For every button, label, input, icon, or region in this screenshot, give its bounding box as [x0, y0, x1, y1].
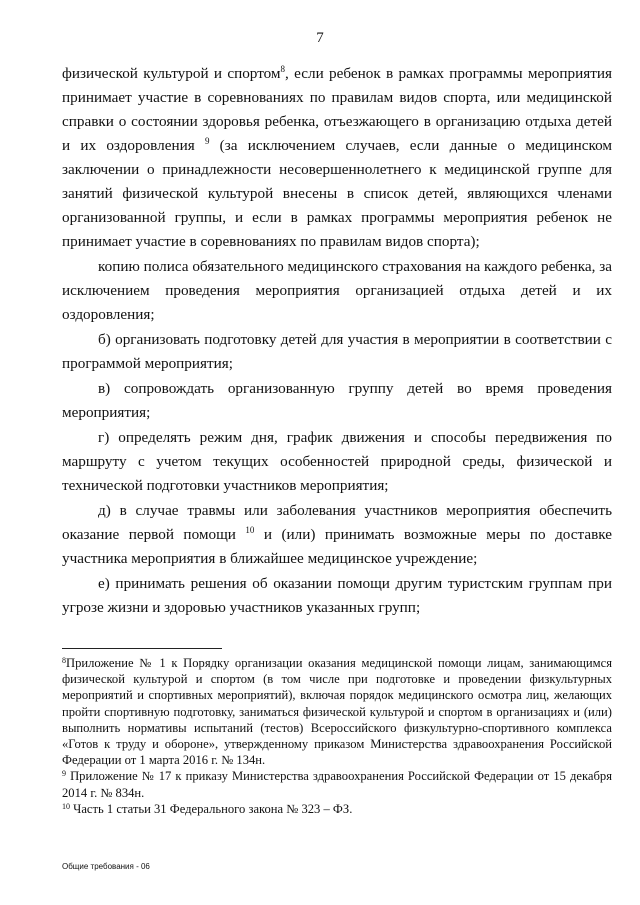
text-run: в) сопровождать организованную группу детей во время проведения мероприятия;	[62, 380, 612, 421]
paragraph-2	[62, 255, 612, 327]
footnote-marker: 8	[62, 656, 66, 665]
footnote-text: Приложение № 17 к приказу Министерства здравоохранения Российской Федерации от 15 декабря 2014 г. № 834н.	[62, 769, 612, 800]
text-run: б) организовать подготовку детей для участия в мероприятии в соответствии с программой мероприятия;	[62, 331, 612, 372]
paragraph-7	[62, 572, 612, 620]
footnote-text: Приложение № 1 к Порядку организации оказания медицинской помощи лицам, занимающимся физической культурой и спортом (в том числе при подготовке и проведении физкультурных мероприятий и спортивных мероприятий), включая порядок медицинского осмотра лиц, желающих пройти спортивную подготовку, заниматься физической культурой и спортом в организациях и (или) выполнить нормативы испытаний (тестов) Всероссийского физкультурно-спортивного комплекса «Готов к труду и обороне», утвержденному приказом Министерства здравоохранения Российской Федерации от 1 марта 2016 г. № 134н.	[62, 656, 612, 768]
text-run: д) в случае травмы или заболевания участников мероприятия обеспечить оказание первой помощи	[62, 502, 612, 543]
footnote-ref-10: 10	[245, 525, 255, 535]
footnote-ref-9: 9	[204, 136, 210, 146]
footnote-text: Часть 1 статьи 31 Федерального закона № 323 – ФЗ.	[70, 801, 353, 816]
footnote-10	[62, 801, 612, 817]
body-text	[62, 62, 612, 621]
paragraph-3	[62, 328, 612, 376]
page-footer: Общие требования - 06	[62, 862, 150, 871]
footnote-marker: 10	[62, 801, 70, 811]
footnote-marker: 9	[62, 769, 66, 779]
page-number: 7	[316, 30, 324, 46]
footnote-8	[62, 655, 612, 768]
paragraph-4	[62, 377, 612, 425]
footnote-separator	[62, 648, 222, 649]
text-run: и (или) принимать возможные меры по доставке участника мероприятия в ближайшее медицинское учреждение;	[62, 526, 612, 567]
paragraph-5	[62, 426, 612, 498]
text-run: , если ребенок в рамках программы мероприятия принимает участие в соревнованиях по правилам видов спорта, или медицинской справки о состоянии здоровья ребенка, отъезжающего в организацию отдыха детей и их оздоровления	[62, 65, 612, 154]
paragraph-1	[62, 62, 612, 254]
footnote-ref-8: 8	[280, 64, 286, 74]
text-run: (за исключением случаев, если данные о медицинском заключении о принадлежности несовершеннолетнего к медицинской группе для занятий физической культурой внесены в список детей, являющихся членами организованной группы, и если в рамках программы мероприятия ребенок не принимает участие в соревнованиях по правилам видов спорта);	[62, 137, 612, 250]
text-run: копию полиса обязательного медицинского страхования на каждого ребенка, за исключением проведения мероприятия организацией отдыха детей и их оздоровления;	[62, 258, 612, 323]
text-run: е) принимать решения об оказании помощи другим туристским группам при угрозе жизни и здоровью участников указанных групп;	[62, 575, 612, 616]
text-run: физической культурой и спортом	[62, 65, 281, 82]
text-run: г) определять режим дня, график движения и способы передвижения по маршруту с учетом текущих особенностей природной среды, физической и технической подготовки участников мероприятия;	[62, 429, 612, 494]
paragraph-6	[62, 499, 612, 571]
footnotes	[62, 655, 612, 817]
footnote-9	[62, 768, 612, 800]
